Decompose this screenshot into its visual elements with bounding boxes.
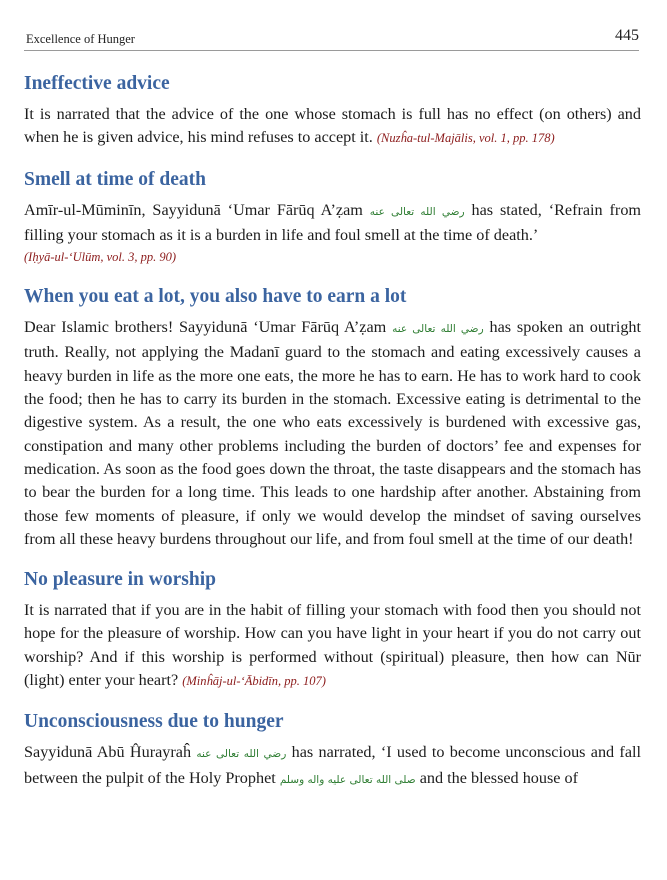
body-text: has stated, ‘Refrain from filling your stomach as it is a burden in life and foul smell at the time of death.’ <box>24 200 642 244</box>
section-smell-at-death <box>24 168 641 269</box>
page-number: 445 <box>615 27 639 44</box>
body-text: has narrated, ‘I used to become unconscious and fall between the pulpit of the Holy Prophet <box>24 743 642 787</box>
section-body <box>24 316 641 551</box>
section-body <box>24 599 641 693</box>
body-text: Dear Islamic brothers! Sayyidunā ‘Umar Fārūq A’ẓam <box>24 318 387 337</box>
section-ineffective-advice <box>24 72 641 151</box>
section-body <box>24 741 641 792</box>
section-no-pleasure-in-worship <box>24 568 641 693</box>
running-title: Excellence of Hunger <box>26 32 135 46</box>
section-heading: Unconsciousness due to hunger <box>24 711 284 733</box>
section-heading: Smell at time of death <box>24 168 206 190</box>
citation: (Nuzĥa-tul-Majālis, vol. 1, pp. 178) <box>376 131 555 146</box>
body-text: It is narrated that if you are in the habit of filling your stomach with food then you should not hope for the pleasure of worship. How can you have light in your heart if you do not carry out worship? And if this worship is performed without (spiritual) pleasure, then how can Nūr (light) enter your heart? <box>24 601 641 690</box>
section-unconsciousness <box>24 710 641 792</box>
page-content <box>24 72 641 809</box>
body-text: Sayyidunā Abū Ĥurayraĥ <box>24 743 192 762</box>
section-heading: Ineffective advice <box>24 73 170 94</box>
body-text: It is narrated that the advice of the one whose stomach is full has no effect (on others) and when he is given advice, his mind refuses to accept it. <box>24 105 641 147</box>
section-body <box>24 103 641 151</box>
honorific-arabic: رضي الله تعالى عنه <box>392 323 484 336</box>
section-body <box>24 199 641 269</box>
section-eat-a-lot <box>24 285 641 551</box>
citation: (Iḥyā-ul-‘Ulūm, vol. 3, pp. 90) <box>24 250 177 265</box>
honorific-arabic: رضي الله تعالى عنه <box>196 748 287 761</box>
citation: (Minĥāj-ul-‘Ābidīn, pp. 107) <box>182 674 326 689</box>
running-header <box>24 24 639 51</box>
section-heading: No pleasure in worship <box>24 569 216 591</box>
section-heading: When you eat a lot, you also have to earn a lot <box>24 286 407 308</box>
body-text: Amīr-ul-Mūminīn, Sayyidunā ‘Umar Fārūq A’ẓam <box>24 200 363 219</box>
body-text: has spoken an outright truth. Really, not applying the Madanī guard to the stomach and eating excessively causes a heavy burden in life as the more one eats, the more he has to earn. He has to work hard to cook the food; then he has to carry its burden in the stomach. Excessive eating is detrimental to the digestive system. As a result, the one who eats excessively is burdened with excessive gas, constipation and many other problems including the burden of doctors’ fee and expenses for medication. As soon as the food goes down the throat, the taste disappears and the stomach has to bear the burden for a long time. This leads to one hardship after another. Abstaining from those few moments of pleasure, if only we would develop the mindset of saving ourselves from all these heavy burdens throughout our life, and from foul smell at the time of our death! <box>24 318 642 548</box>
body-text: and the blessed house of <box>419 768 578 787</box>
honorific-arabic: رضي الله تعالى عنه <box>369 205 465 218</box>
salutation-arabic: صلى الله تعالى عليه واله وسلم <box>279 773 416 786</box>
